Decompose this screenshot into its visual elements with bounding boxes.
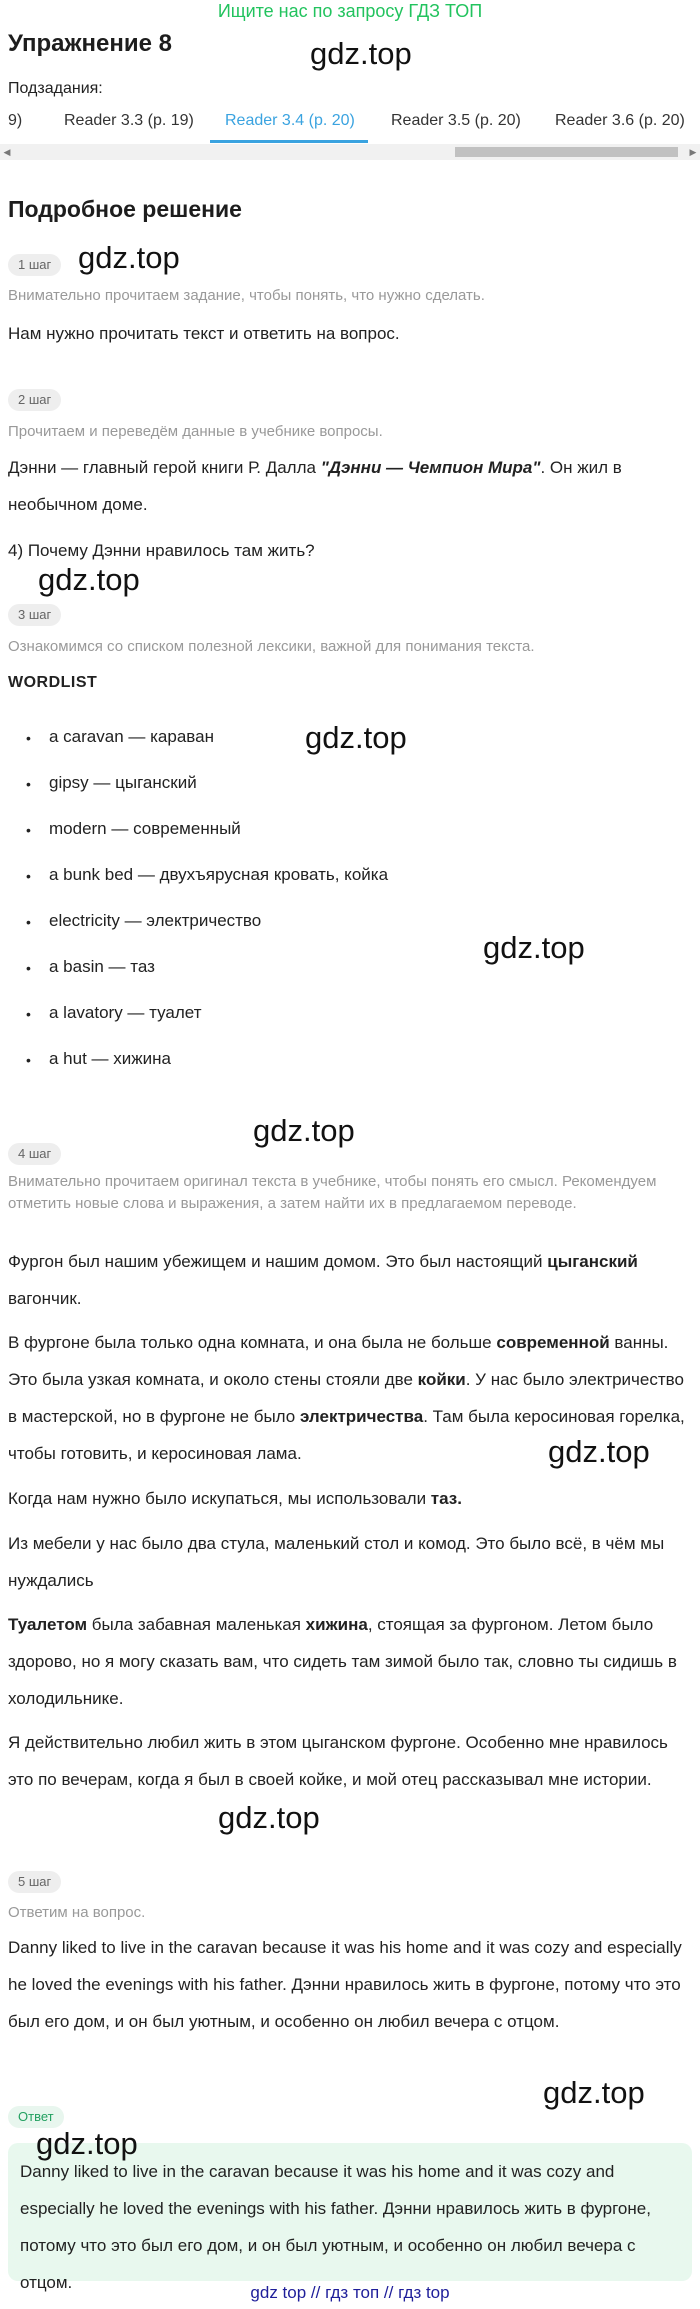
tabs-scrollbar[interactable] — [0, 144, 700, 160]
answer-badge: Ответ — [8, 2106, 64, 2128]
watermark: gdz.top — [36, 2126, 138, 2161]
step-hint: Внимательно прочитаем оригинал текста в учебнике, чтобы понять его смысл. Рекомендуем отметить новые слова и выражения, а затем найти их в предлагаемом переводе. — [8, 1173, 657, 1212]
book-title: "Дэнни — Чемпион Мира" — [320, 458, 541, 477]
step-hint: Ознакомимся со списком полезной лексики, важной для понимания текста. — [8, 638, 535, 655]
answer-text: Danny liked to live in the caravan because it was his home and it was cozy and especially he loved the evenings with his father. Дэнни нравилось жить в фургоне, потому что это был его дом, и он был уютным, и особенно он любил вечера с отцом. — [20, 2162, 651, 2292]
step-hint: Прочитаем и переведём данные в учебнике вопросы. — [8, 423, 383, 440]
subtask-tabs — [0, 106, 700, 142]
tab-reader-3-3[interactable]: Reader 3.3 (p. 19) — [64, 112, 194, 129]
watermark: gdz.top — [548, 1434, 650, 1469]
wordlist-item: gipsy — цыганский — [49, 773, 197, 792]
answer-box — [8, 2143, 692, 2292]
active-tab-indicator — [210, 140, 368, 143]
step-hint: Ответим на вопрос. — [8, 1904, 146, 1921]
step-badge: 1 шаг — [8, 254, 61, 276]
step-badge: 4 шаг — [8, 1143, 61, 1165]
watermark: gdz.top — [38, 562, 140, 597]
step-badge: 5 шаг — [8, 1871, 61, 1893]
tab-reader-3-5[interactable]: Reader 3.5 (p. 20) — [391, 112, 521, 129]
watermark: gdz.top — [78, 240, 180, 275]
translation-paragraph: В фургоне была только одна комната, и она была не больше современной ванны. Это была узкая комната, и около стены стояли две койки. У нас было электричество в мастерской, но в фургоне не было электричества. Там была керосиновая горелка, чтобы готовить, и керосиновая лама. — [8, 1333, 685, 1463]
translation-paragraph: Фургон был нашим убежищем и нашим домом. Это был настоящий цыганский вагончик. — [8, 1252, 638, 1308]
watermark: gdz.top — [218, 1800, 320, 1835]
solution-title: Подробное решение — [8, 196, 242, 222]
wordlist-item: a lavatory — туалет — [49, 1003, 202, 1022]
watermark: gdz.top — [253, 1113, 355, 1148]
promo-banner: Ищите нас по запросу ГДЗ ТОП — [217, 1, 483, 21]
translation-paragraph: Я действительно любил жить в этом цыганском фургоне. Особенно мне нравилось это по вечерам, когда я был в своей койке, и мой отец рассказывал мне истории. — [8, 1733, 668, 1789]
watermark: gdz.top — [483, 930, 585, 965]
step-badge: 3 шаг — [8, 604, 61, 626]
step-badge: 2 шаг — [8, 389, 61, 411]
tab-reader-3-4[interactable]: Reader 3.4 (p. 20) — [225, 112, 355, 129]
translation-paragraph: Туалетом была забавная маленькая хижина, стоящая за фургоном. Летом было здорово, но я могу сказать вам, что сидеть там зимой было так, словно ты сидишь в холодильнике. — [8, 1615, 677, 1708]
wordlist-item: a bunk bed — двухъярусная кровать, койка — [49, 865, 389, 884]
wordlist-item: a caravan — караван — [49, 727, 214, 746]
tab-reader-3-6[interactable]: Reader 3.6 (p. 20) — [555, 112, 685, 129]
watermark: gdz.top — [305, 720, 407, 755]
translation-paragraph: Из мебели у нас было два стула, маленький стол и комод. Это было всё, в чём мы нуждались — [8, 1534, 665, 1590]
watermark: gdz.top — [310, 36, 412, 71]
wordlist-item: a hut — хижина — [49, 1049, 171, 1068]
watermark: gdz.top — [543, 2075, 645, 2110]
scroll-right-icon[interactable]: ▶ — [689, 147, 697, 157]
question-text: 4) Почему Дэнни нравилось там жить? — [8, 541, 315, 560]
step-text: Дэнни — главный герой книги Р. Далла "Дэнни — Чемпион Мира". Он жил в необычном доме. — [8, 458, 622, 514]
subtasks-label: Подзадания: — [8, 80, 103, 97]
scroll-left-icon[interactable]: ◀ — [3, 147, 11, 157]
wordlist-item: electricity — электричество — [49, 911, 262, 930]
translation-paragraph: Когда нам нужно было искупаться, мы использовали таз. — [8, 1489, 462, 1508]
step-text: Danny liked to live in the caravan because it was his home and it was cozy and especially he loved the evenings with his father. Дэнни нравилось жить в фургоне, потому что это был его дом, и он был уютным, и особенно он любил вечера с отцом. — [8, 1938, 682, 2031]
wordlist-item: a basin — таз — [49, 957, 155, 976]
wordlist-title: WORDLIST — [8, 674, 98, 691]
step-text: Нам нужно прочитать текст и ответить на вопрос. — [8, 324, 400, 343]
page-title: Упражнение 8 — [8, 30, 172, 57]
scrollbar-thumb[interactable] — [455, 147, 678, 157]
wordlist-item: modern — современный — [49, 819, 241, 838]
tab-prev[interactable]: 9) — [8, 112, 23, 129]
step-hint: Внимательно прочитаем задание, чтобы понять, что нужно сделать. — [8, 287, 485, 304]
footer-links[interactable]: gdz top // гдз топ // гдз top — [250, 2283, 450, 2302]
